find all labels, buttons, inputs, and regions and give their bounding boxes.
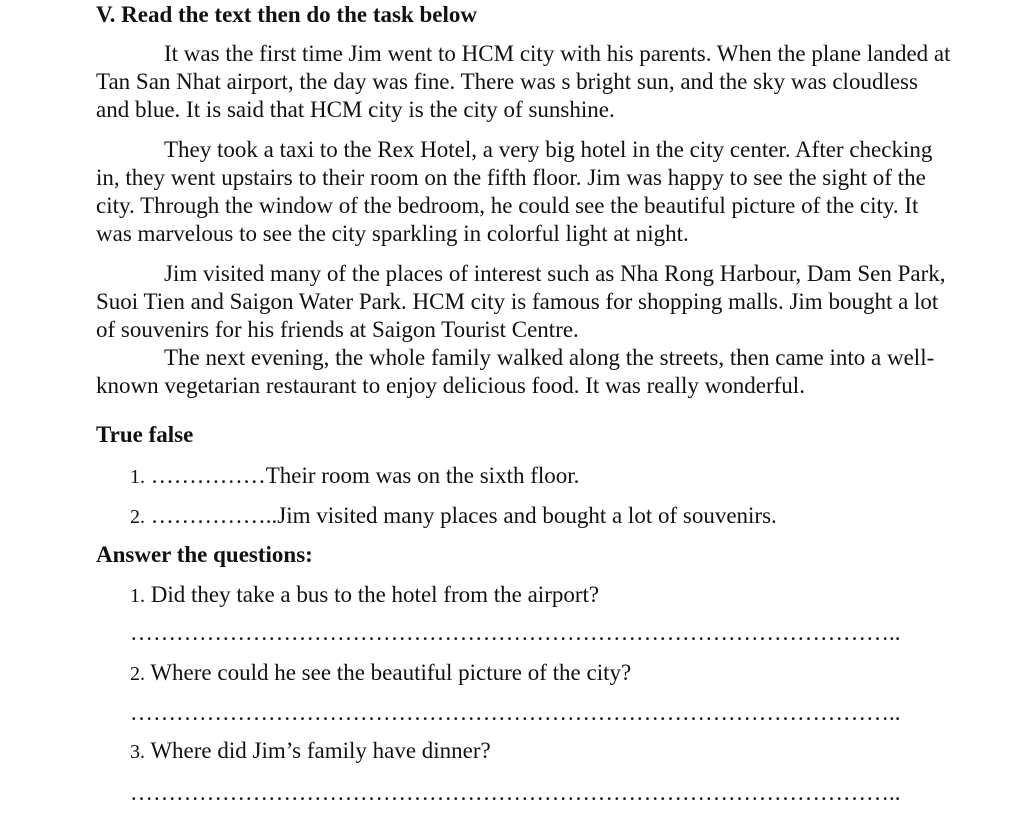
item-text: ……………..Jim visited many places and bought a lot of souvenirs. [150,503,777,528]
passage-paragraph-3 [96,260,996,400]
question-number: 1. [130,585,145,607]
passage-line: Tan San Nhat airport, the day was fine. There was s bright sun, and the sky was cloudless [96,69,918,94]
item-number: 2. [130,506,145,528]
passage-line: They took a taxi to the Rex Hotel, a very big hotel in the city center. After checking [164,137,933,162]
passage-paragraph-1 [96,40,996,124]
item-number: 1. [130,466,145,488]
passage-line: known vegetarian restaurant to enjoy delicious food. It was really wonderful. [96,373,805,398]
passage-paragraph-2 [96,136,996,248]
question-number: 3. [130,741,145,763]
question-text: Where did Jim’s family have dinner? [150,738,491,763]
passage-line: of souvenirs for his friends at Saigon Tourist Centre. [96,317,579,342]
question-1 [130,582,599,608]
true-false-item-2 [130,503,777,529]
passage-line: It was the first time Jim went to HCM city with his parents. When the plane landed at [164,41,951,66]
question-number: 2. [130,663,145,685]
questions-title: Answer the questions: [96,542,313,567]
answer-line-3: ……………………………………………………………………………………….. [130,780,901,805]
passage-line: Jim visited many of the places of interest such as Nha Rong Harbour, Dam Sen Park, [164,261,946,286]
answer-line-2: ……………………………………………………………………………………….. [130,700,901,725]
passage-line: Suoi Tien and Saigon Water Park. HCM city is famous for shopping malls. Jim bought a lot [96,289,939,314]
passage-line: and blue. It is said that HCM city is the city of sunshine. [96,97,615,122]
passage-line: The next evening, the whole family walked along the streets, then came into a well- [164,345,935,370]
question-2 [130,660,631,686]
question-3 [130,738,491,764]
passage-line: was marvelous to see the city sparkling in colorful light at night. [96,221,689,246]
true-false-title: True false [96,422,194,447]
true-false-item-1 [130,463,579,489]
item-text: ……………Their room was on the sixth floor. [150,463,580,488]
passage-line: city. Through the window of the bedroom, he could see the beautiful picture of the city. It [96,193,919,218]
answer-line-1: ……………………………………………………………………………………….. [130,620,901,645]
passage-line: in, they went upstairs to their room on the fifth floor. Jim was happy to see the sight of the [96,165,926,190]
section-heading: V. Read the text then do the task below [96,2,477,27]
question-text: Where could he see the beautiful picture of the city? [150,660,632,685]
question-text: Did they take a bus to the hotel from the airport? [150,582,600,607]
